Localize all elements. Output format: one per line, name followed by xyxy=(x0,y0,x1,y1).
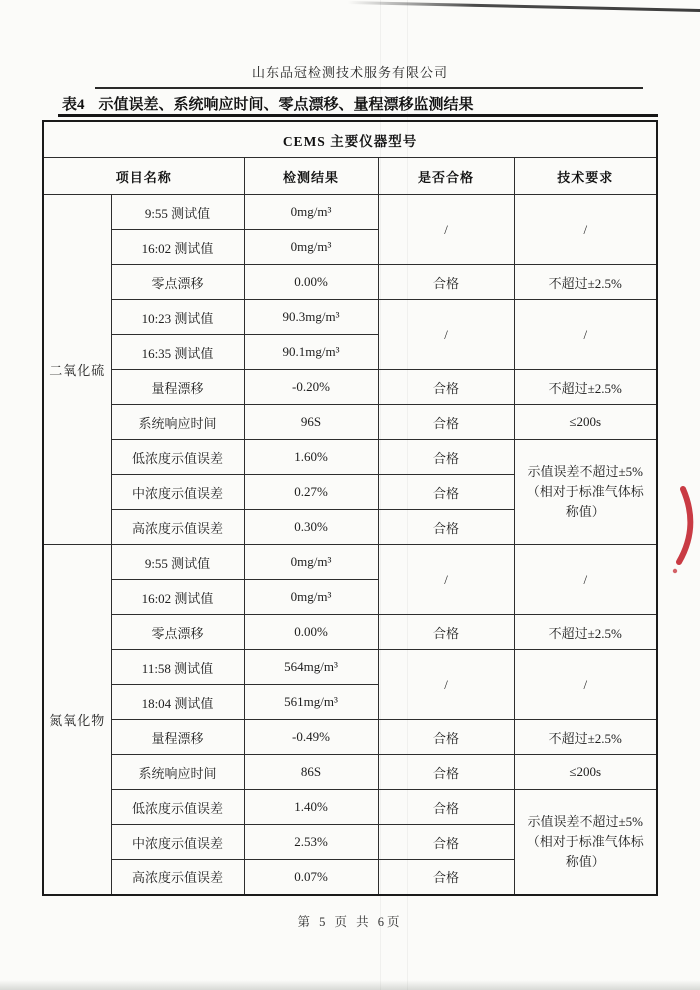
result-cell: 0.00% xyxy=(244,615,378,650)
result-cell: 1.40% xyxy=(244,790,378,825)
item-cell: 9:55 测试值 xyxy=(111,195,244,230)
item-cell: 9:55 测试值 xyxy=(111,545,244,580)
result-cell: 0mg/m³ xyxy=(244,545,378,580)
item-cell: 中浓度示值误差 xyxy=(111,825,244,860)
item-cell: 系统响应时间 xyxy=(111,755,244,790)
item-cell: 16:02 测试值 xyxy=(111,580,244,615)
requirement-cell-merged: 示值误差不超过±5%（相对于标准气体标称值） xyxy=(514,790,657,895)
requirement-cell: 不超过±2.5% xyxy=(514,265,657,300)
pass-cell-slash: / xyxy=(378,650,514,720)
instrument-model-header: CEMS 主要仪器型号 xyxy=(43,121,657,158)
result-cell: 96S xyxy=(244,405,378,440)
pollutant-group-so2: 二氧化硫 xyxy=(43,195,111,545)
pass-cell: 合格 xyxy=(378,405,514,440)
pass-cell-slash: / xyxy=(378,300,514,370)
result-cell: 561mg/m³ xyxy=(244,685,378,720)
scan-edge-artifact xyxy=(348,1,700,12)
column-header-result: 检测结果 xyxy=(244,158,378,195)
red-stamp-mark xyxy=(666,486,700,578)
pass-cell: 合格 xyxy=(378,370,514,405)
table-title-text: 示值误差、系统响应时间、零点漂移、量程漂移监测结果 xyxy=(98,97,474,113)
item-cell: 系统响应时间 xyxy=(111,405,244,440)
result-cell: 86S xyxy=(244,755,378,790)
requirement-cell-slash: / xyxy=(514,300,657,370)
item-cell: 10:23 测试值 xyxy=(111,300,244,335)
result-cell: 0mg/m³ xyxy=(244,230,378,265)
pass-cell-slash: / xyxy=(378,545,514,615)
table-number-label: 表4 xyxy=(62,97,85,113)
pollutant-group-nox: 氮氧化物 xyxy=(43,545,111,895)
item-cell: 高浓度示值误差 xyxy=(111,510,244,545)
results-table xyxy=(42,120,658,896)
item-cell: 中浓度示值误差 xyxy=(111,475,244,510)
pass-cell: 合格 xyxy=(378,825,514,860)
result-cell: -0.20% xyxy=(244,370,378,405)
pass-cell: 合格 xyxy=(378,440,514,475)
item-cell: 零点漂移 xyxy=(111,615,244,650)
result-cell: 0.07% xyxy=(244,860,378,895)
requirement-cell-slash: / xyxy=(514,195,657,265)
page-bottom-edge xyxy=(0,980,700,990)
pass-cell: 合格 xyxy=(378,265,514,300)
pass-cell: 合格 xyxy=(378,720,514,755)
requirement-cell-merged: 示值误差不超过±5%（相对于标准气体标称值） xyxy=(514,440,657,545)
column-header-requirement: 技术要求 xyxy=(514,158,657,195)
pass-cell-slash: / xyxy=(378,195,514,265)
pass-cell: 合格 xyxy=(378,510,514,545)
column-header-pass: 是否合格 xyxy=(378,158,514,195)
pass-cell: 合格 xyxy=(378,615,514,650)
item-cell: 18:04 测试值 xyxy=(111,685,244,720)
result-cell: 0.30% xyxy=(244,510,378,545)
table-title xyxy=(62,93,658,114)
column-header-item: 项目名称 xyxy=(43,158,244,195)
result-cell: 0mg/m³ xyxy=(244,195,378,230)
requirement-cell-slash: / xyxy=(514,650,657,720)
result-cell: 90.1mg/m³ xyxy=(244,335,378,370)
title-rule xyxy=(58,114,658,117)
item-cell: 高浓度示值误差 xyxy=(111,860,244,895)
result-cell: 90.3mg/m³ xyxy=(244,300,378,335)
requirement-cell: ≤200s xyxy=(514,755,657,790)
item-cell: 零点漂移 xyxy=(111,265,244,300)
requirement-cell: 不超过±2.5% xyxy=(514,615,657,650)
item-cell: 16:02 测试值 xyxy=(111,230,244,265)
requirement-cell: 不超过±2.5% xyxy=(514,370,657,405)
pass-cell: 合格 xyxy=(378,860,514,895)
pass-cell: 合格 xyxy=(378,790,514,825)
pass-cell: 合格 xyxy=(378,755,514,790)
result-cell: 0.27% xyxy=(244,475,378,510)
result-cell: 0mg/m³ xyxy=(244,580,378,615)
page-number: 第 5 页 共 6页 xyxy=(297,915,403,929)
requirement-cell: ≤200s xyxy=(514,405,657,440)
result-cell: 2.53% xyxy=(244,825,378,860)
result-cell: 1.60% xyxy=(244,440,378,475)
requirement-cell: 不超过±2.5% xyxy=(514,720,657,755)
item-cell: 低浓度示值误差 xyxy=(111,440,244,475)
result-cell: 0.00% xyxy=(244,265,378,300)
item-cell: 量程漂移 xyxy=(111,370,244,405)
item-cell: 量程漂移 xyxy=(111,720,244,755)
pass-cell: 合格 xyxy=(378,475,514,510)
item-cell: 低浓度示值误差 xyxy=(111,790,244,825)
header-rule xyxy=(95,87,643,89)
result-cell: -0.49% xyxy=(244,720,378,755)
item-cell: 16:35 测试值 xyxy=(111,335,244,370)
item-cell: 11:58 测试值 xyxy=(111,650,244,685)
company-name: 山东品冠检测技术服务有限公司 xyxy=(251,65,448,80)
result-cell: 564mg/m³ xyxy=(244,650,378,685)
requirement-cell-slash: / xyxy=(514,545,657,615)
